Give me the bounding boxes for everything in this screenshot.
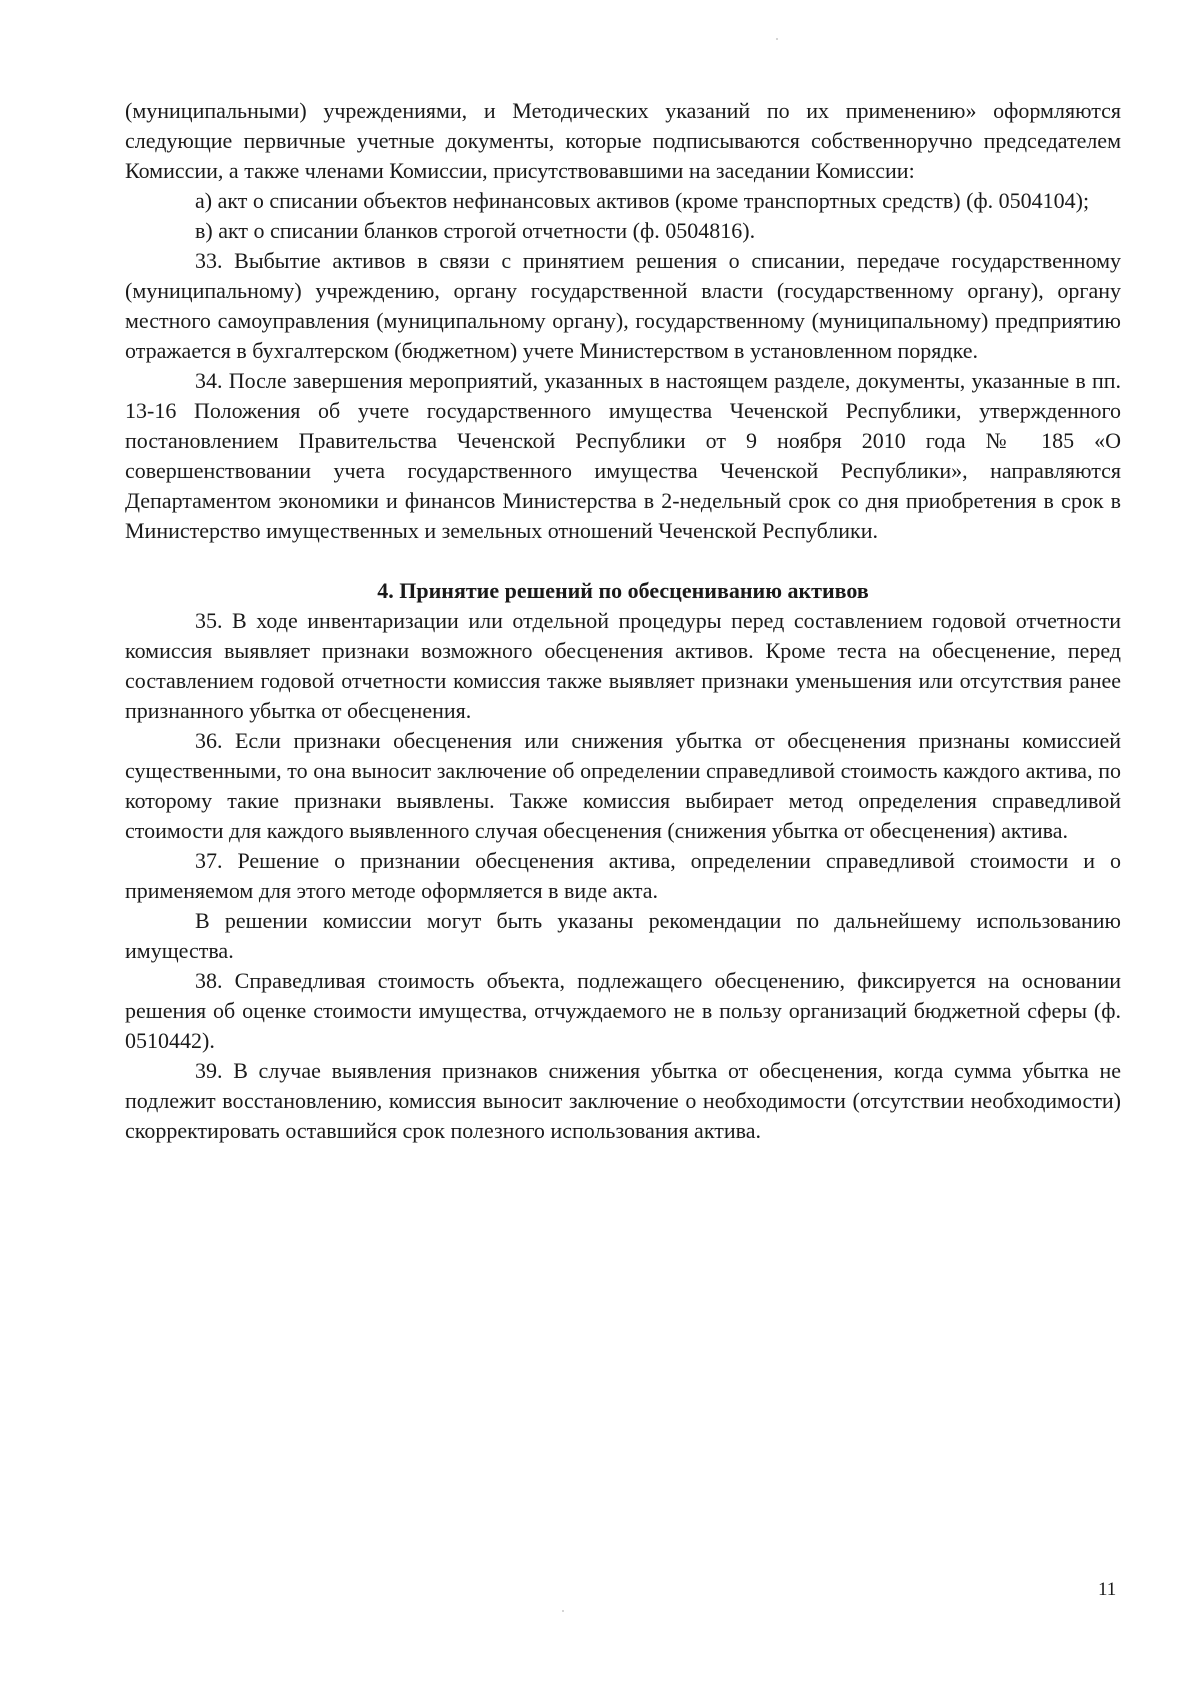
paragraph-37: 37. Решение о признании обесценения актива, определении справедливой стоимости и о применяемом для этого методе оформляется в виде акта. [125, 848, 1121, 903]
scan-speck [776, 38, 778, 40]
paragraph-item-v: в) акт о списании бланков строгой отчетности (ф. 0504816). [195, 218, 756, 243]
paragraph-33: 33. Выбытие активов в связи с принятием решения о списании, передаче государственному (муниципальному) учреждению, органу государственной власти (государственному органу), органу местного самоуправления (муниципальному органу), государственному (муниципальному) предприятию отражается в бухгалтерском (бюджетном) учете Министерством в установленном порядке. [125, 248, 1121, 363]
paragraph-36: 36. Если признаки обесценения или снижения убытка от обесценения признаны комиссией существенными, то она выносит заключение об определении справедливой стоимость каждого актива, по которому такие признаки выявлены. Также комиссия выбирает метод определения справедливой стоимости для каждого выявленного случая обесценения (снижения убытка от обесценения) актива. [125, 728, 1121, 843]
page-number: 11 [1098, 1579, 1117, 1600]
paragraph-35: 35. В ходе инвентаризации или отдельной процедуры перед составлением годовой отчетности комиссия выявляет признаки возможного обесценения активов. Кроме теста на обесценение, перед составлением годовой отчетности комиссия также выявляет признаки уменьшения или отсутствия ранее признанного убытка от обесценения. [125, 608, 1121, 723]
paragraph-34: 34. После завершения мероприятий, указанных в настоящем разделе, документы, указанные в пп. 13-16 Положения об учете государственного имущества Чеченской Республики, утвержденного постановлением Правительства Чеченской Республики от 9 ноября 2010 года № 185 «О совершенствовании учета государственного имущества Чеченской Республики», направляются Департаментом экономики и финансов Министерства в 2-недельный срок со дня приобретения в срок в Министерство имущественных и земельных отношений Чеченской Республики. [125, 368, 1121, 543]
paragraph-commission-note: В решении комиссии могут быть указаны рекомендации по дальнейшему использованию имущества. [125, 908, 1121, 963]
section-heading: 4. Принятие решений по обесцениванию активов [377, 578, 869, 603]
paragraph-39: 39. В случае выявления признаков снижения убытка от обесценения, когда сумма убытка не подлежит восстановлению, комиссия выносит заключение о необходимости (отсутствии необходимости) скорректировать оставшийся срок полезного использования актива. [125, 1058, 1121, 1143]
document-page [125, 96, 1121, 1146]
scan-speck [562, 1610, 564, 1612]
paragraph-38: 38. Справедливая стоимость объекта, подлежащего обесценению, фиксируется на основании решения об оценке стоимости имущества, отчуждаемого не в пользу организаций бюджетной сферы (ф. 0510442). [125, 968, 1121, 1053]
paragraph-intro: (муниципальными) учреждениями, и Методических указаний по их применению» оформляются следующие первичные учетные документы, которые подписываются собственноручно председателем Комиссии, а также членами Комиссии, присутствовавшими на заседании Комиссии: [125, 98, 1121, 183]
paragraph-item-a: а) акт о списании объектов нефинансовых активов (кроме транспортных средств) (ф. 0504104); [195, 188, 1090, 213]
